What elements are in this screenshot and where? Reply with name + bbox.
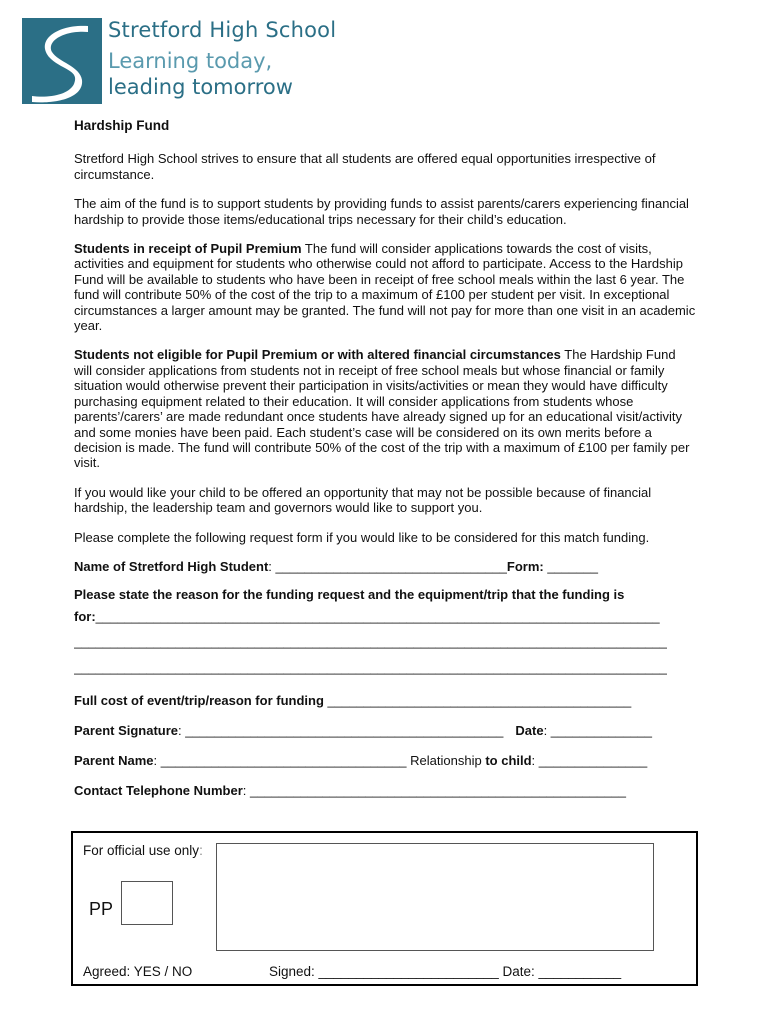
official-use-box (71, 831, 698, 986)
relationship-blank: : _______________ (531, 752, 648, 768)
date-label: Date (515, 723, 544, 739)
official-use-text: For official use only (83, 843, 200, 858)
phone-blank: : ____________________________________________________ (242, 783, 626, 799)
phone-label: Contact Telephone Number (74, 783, 243, 799)
date-blank: : ______________ (543, 723, 653, 739)
intro-paragraph: Stretford High School strives to ensure that all students are offered equal opportunities irrespective of circumstance. (74, 151, 656, 182)
school-logo-icon (22, 18, 102, 104)
relationship-label: Relationship (410, 752, 482, 768)
document-body (74, 118, 696, 812)
student-name-label: Name of Stretford High Student (74, 558, 269, 574)
tagline-line-2: leading tomorrow (108, 75, 293, 99)
pp-checkbox[interactable] (121, 881, 173, 925)
reason-line-2[interactable]: __________________________________________________________________________________ (74, 634, 667, 650)
student-name-field[interactable] (74, 559, 696, 574)
agreed-yes-no[interactable]: Agreed: YES / NO (83, 964, 193, 979)
tagline-line-1: Learning today, (108, 49, 273, 73)
pp-label: PP (89, 899, 114, 919)
signature-field[interactable] (74, 723, 696, 738)
not-eligible-heading: Students not eligible for Pupil Premium or with altered financial circumstances (74, 347, 561, 363)
official-notes-box[interactable] (216, 843, 654, 951)
parent-name-label: Parent Name (74, 752, 154, 768)
cost-field[interactable] (74, 693, 696, 708)
reason-label: Please state the reason for the funding request and the equipment/trip that the funding is (74, 587, 625, 603)
form-blank: _______ (543, 558, 598, 574)
reason-line-3[interactable]: __________________________________________________________________________________ (74, 659, 667, 675)
page-title: Hardship Fund (74, 118, 170, 133)
student-name-blank: : ________________________________ (268, 558, 507, 574)
pupil-premium-text: The fund will consider applications towards the cost of visits, activities and equipment for students who otherwise could not afford to participate. Access to the Hardship Fund will be available to students who have been in receipt of free school meals within the last 6 year. The fund will contribute 50% of the cost of the trip to a maximum of £100 per student per visit. In exceptional circumstances a larger amount may be granted. The fund will not pay for more than one visit in an academic year. (74, 241, 696, 334)
reason-field[interactable] (74, 609, 696, 624)
aim-paragraph: The aim of the fund is to support students by providing funds to assist parents/carers experiencing financial hardship to provide those items/educational trips necessary for their child’s education. (74, 196, 689, 227)
pupil-premium-paragraph (74, 241, 696, 333)
for-blank: ______________________________________________________________________________ (95, 608, 660, 624)
form-label: Form: (506, 558, 544, 574)
official-use-label (83, 843, 203, 858)
cost-blank: __________________________________________ (323, 692, 632, 708)
instructions-paragraph: Please complete the following request form if you would like to be considered for this match funding. (74, 529, 650, 545)
official-use-colon: : (199, 843, 203, 858)
parent-signature-blank: : ____________________________________________ (178, 723, 504, 739)
support-paragraph: If you would like your child to be offered an opportunity that may not be possible because of financial hardship, the leadership team and governors would like to support you. (74, 484, 652, 516)
cost-label: Full cost of event/trip/reason for funding (74, 692, 324, 708)
official-signed-date[interactable]: Signed: ________________________ Date: ___________ (269, 964, 622, 979)
parent-name-blank: : __________________________________ (153, 752, 407, 768)
not-eligible-paragraph (74, 347, 696, 470)
not-eligible-text: The Hardship Fund will consider applications from students not in receipt of free school meals but whose financial or family situation would otherwise prevent their participation in visits/activities or mean they would have difficulty purchasing equipment related to their education. It will consider applications from students whose parents’/carers’ are made redundant once students have already signed up for an educational visit/activity and some monies have been paid. Each student’s case will be considered on its own merits before a decision is made. The fund will contribute 50% of the cost of the trip with a maximum of £100 per family per visit. (74, 347, 690, 471)
phone-field[interactable] (74, 783, 696, 798)
parent-signature-label: Parent Signature (74, 723, 179, 739)
pupil-premium-heading: Students in receipt of Pupil Premium (74, 241, 302, 257)
parent-name-field[interactable] (74, 753, 696, 768)
school-name: Stretford High School (108, 18, 337, 42)
for-label: for: (74, 608, 96, 624)
to-child-label: to child (485, 752, 532, 768)
school-logo (22, 18, 352, 106)
